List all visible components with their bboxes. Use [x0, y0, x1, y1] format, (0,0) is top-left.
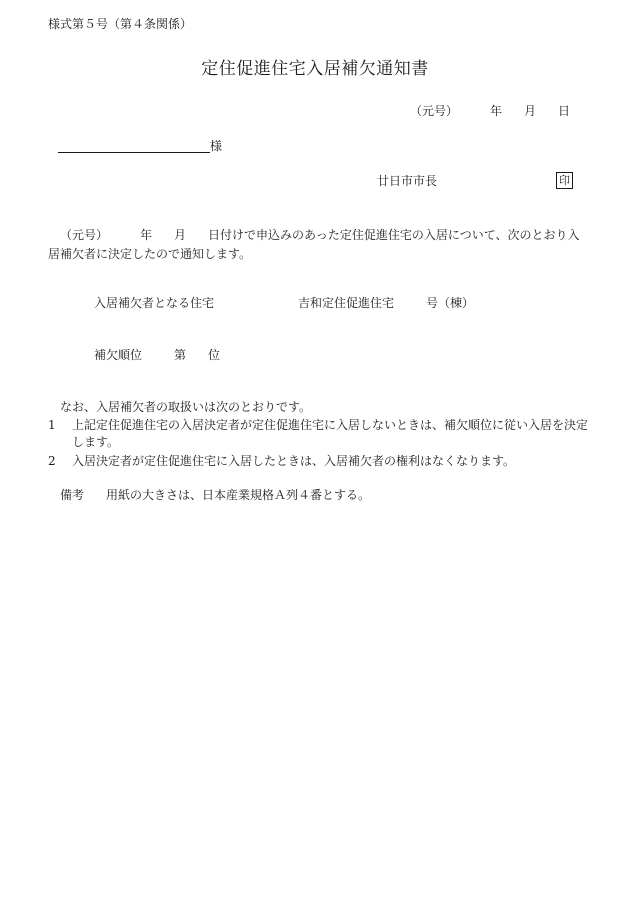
date-month: 月: [523, 104, 536, 118]
date-day: 日: [557, 104, 570, 118]
body-era: （元号）: [60, 228, 109, 242]
note-number: 2: [48, 454, 56, 468]
seal-mark: 印: [556, 172, 573, 189]
rank-suffix: 位: [208, 348, 221, 362]
date-year: 年: [489, 104, 502, 118]
document-title: 定住促進住宅入居補欠通知書: [201, 59, 429, 79]
addressee-blank: [58, 140, 210, 153]
addressee-line: [58, 139, 222, 153]
note-item: [48, 453, 588, 470]
house-number: 号（棟）: [426, 296, 475, 310]
note-number: 1: [48, 418, 56, 432]
house-row: [94, 296, 474, 310]
house-name: 吉和定住促進住宅: [298, 296, 395, 310]
body-year: 年: [140, 228, 153, 242]
addressee-suffix: 様: [210, 139, 223, 153]
remarks: [60, 488, 370, 502]
form-number-label: 様式第５号（第４条関係）: [48, 17, 193, 31]
rank-prefix: 第: [174, 348, 187, 362]
body-month: 月: [174, 228, 187, 242]
body-text: 日付けで申込みのあった定住促進住宅の入居について、次のとおり入居補欠者に決定したので通知します。: [48, 228, 580, 261]
date-era: （元号）: [409, 104, 458, 118]
notes-intro: なお、入居補欠者の取扱いは次のとおりです。: [60, 400, 312, 414]
rank-label: 補欠順位: [94, 348, 143, 362]
issuer-name: 廿日市市長: [377, 174, 438, 188]
note-text: 上記定住促進住宅の入居決定者が定住促進住宅に入居しないときは、補欠順位に従い入居を決定します。: [72, 418, 589, 449]
note-text: 入居決定者が定住促進住宅に入居したときは、入居補欠者の権利はなくなります。: [72, 454, 516, 468]
remarks-label: 備考: [60, 488, 85, 502]
notification-body: [48, 226, 588, 264]
house-label: 入居補欠者となる住宅: [94, 296, 215, 310]
remarks-text: 用紙の大きさは、日本産業規格Ａ列４番とする。: [106, 488, 371, 502]
note-item: [48, 417, 588, 451]
rank-row: [94, 348, 220, 362]
issue-date-line: [410, 104, 570, 118]
